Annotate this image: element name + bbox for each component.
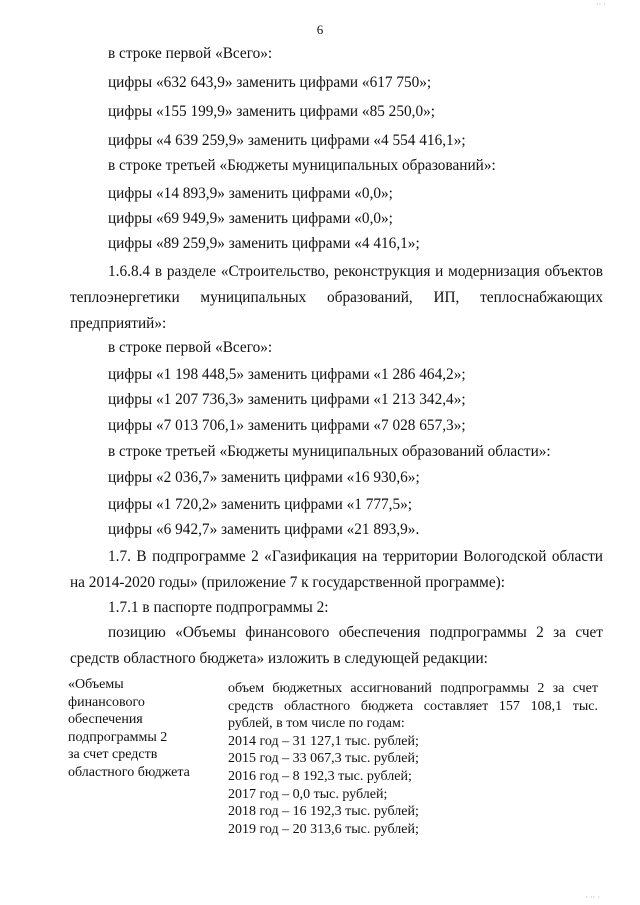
- left-cell-line: за счет средств: [68, 747, 158, 763]
- text-line: цифры «6 942,7» заменить цифрами «21 893,9».: [108, 521, 420, 538]
- left-cell-line: финансового: [68, 694, 145, 710]
- text-line: цифры «14 893,9» заменить цифрами «0,0»;: [108, 185, 393, 202]
- paragraph-position: позицию «Объемы финансового обеспечения подпрограммы 2 за счет средств областного бюджета» изложить в следующей редакции:: [70, 624, 603, 667]
- text-line: цифры «632 643,9» заменить цифрами «617 750»;: [108, 74, 432, 91]
- table-right-cell: [228, 680, 598, 838]
- text-line: цифры «1 198 448,5» заменить цифрами «1 286 464,2»;: [108, 366, 466, 383]
- text-line: цифры «1 720,2» заменить цифрами «1 777,5»;: [108, 496, 413, 513]
- left-cell-line: подпрограммы 2: [68, 729, 168, 745]
- left-cell-line: областного бюджета: [68, 764, 190, 780]
- text-line: цифры «2 036,7» заменить цифрами «16 930,6»;: [108, 469, 420, 486]
- text-line: в строке третьей «Бюджеты муниципальных образований области»:: [108, 443, 551, 460]
- year-line: 2016 год – 8 192,3 тыс. рублей;: [228, 768, 412, 784]
- text-line: цифры «155 199,9» заменить цифрами «85 250,0»;: [108, 103, 436, 120]
- text-line: цифры «89 259,9» заменить цифрами «4 416,1»;: [108, 235, 420, 252]
- right-cell-intro: объем бюджетных ассигнований подпрограммы 2 за счет средств областного бюджета составляет 157 108,1 тыс. рублей, в том числе по годам:: [228, 681, 598, 732]
- left-cell-line: обеспечения: [68, 712, 143, 728]
- year-line: 2017 год – 0,0 тыс. рублей;: [228, 786, 388, 802]
- paragraph-1-7: 1.7. В подпрограмме 2 «Газификация на территории Вологодской области на 2014-2020 годы» (приложение 7 к государственной программе):: [70, 548, 603, 591]
- table-left-cell: [68, 676, 218, 782]
- text-line: в строке первой «Всего»:: [108, 339, 273, 356]
- page-number: 6: [316, 22, 324, 37]
- text-line: цифры «7 013 706,1» заменить цифрами «7 028 657,3»;: [108, 417, 466, 434]
- text-line: в строке первой «Всего»:: [108, 45, 273, 62]
- scan-mark: · ·· ·: [585, 893, 600, 902]
- year-line: 2015 год – 33 067,3 тыс. рублей;: [228, 751, 419, 767]
- paragraph-1-6-8-4: 1.6.8.4 в разделе «Строительство, реконструкция и модернизация объектов теплоэнергетики муниципальных образований, ИП, теплоснабжающих предприятий»:: [70, 263, 603, 332]
- text-line: цифры «4 639 259,9» заменить цифрами «4 554 416,1»;: [108, 132, 466, 149]
- year-line: 2014 год – 31 127,1 тыс. рублей;: [228, 733, 419, 749]
- left-cell-line: «Объемы: [68, 677, 124, 692]
- year-line: 2019 год – 20 313,6 тыс. рублей;: [228, 821, 419, 837]
- year-line: 2018 год – 16 192,3 тыс. рублей;: [228, 804, 419, 820]
- text-line: в строке третьей «Бюджеты муниципальных образований»:: [108, 157, 496, 174]
- text-line: цифры «1 207 736,3» заменить цифрами «1 213 342,4»;: [108, 391, 466, 408]
- text-line: цифры «69 949,9» заменить цифрами «0,0»;: [108, 210, 393, 227]
- scan-mark: ·· ·: [596, 0, 606, 9]
- text-line: 1.7.1 в паспорте подпрограммы 2:: [108, 599, 329, 616]
